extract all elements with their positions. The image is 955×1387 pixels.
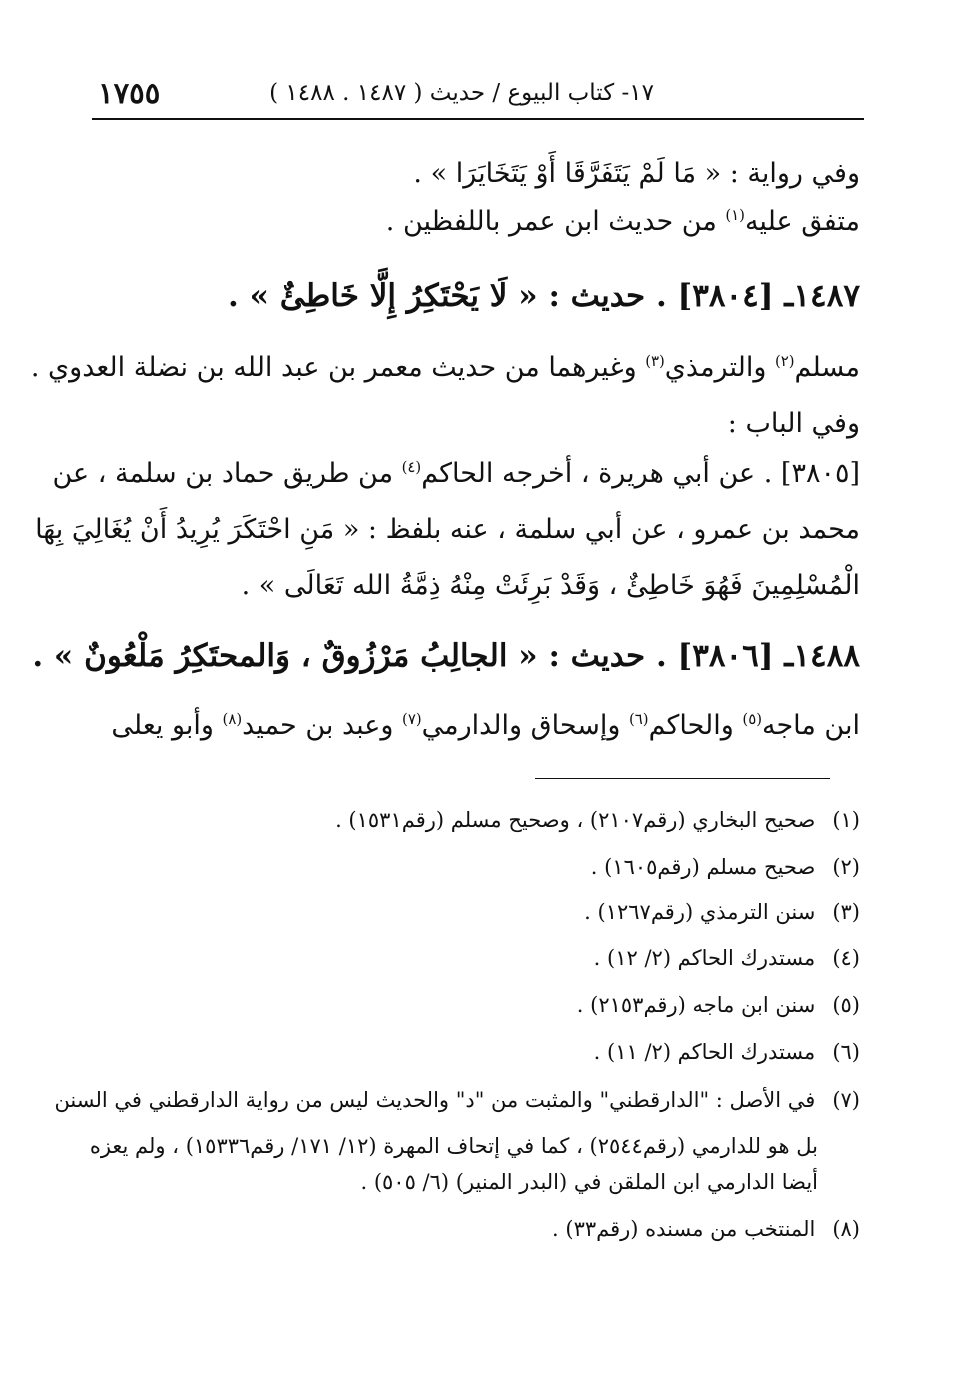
- text-line: [30, 352, 860, 384]
- text-span: وفي الباب :: [727, 408, 860, 439]
- footnote-2: [591, 855, 860, 880]
- footnote-ref: (٢): [774, 352, 795, 370]
- footnote-3: [584, 900, 860, 925]
- footnote-6: [594, 1040, 860, 1065]
- footnote-text: سنن الترمذي (رقم١٢٦٧) .: [584, 900, 816, 924]
- text-line: [90, 408, 860, 440]
- text-span: [٣٨٠٥] . عن أبي هريرة ، أخرجه الحاكم: [421, 458, 860, 489]
- footnote-ref: (٨): [222, 710, 243, 728]
- footnote-ref: (٦): [629, 710, 649, 728]
- footnote-7-continuation: أيضا الدارمي ابن الملقن في (البدر المنير) (٦/ ٥٠٥) .: [360, 1170, 818, 1194]
- text-span: محمد بن عمرو ، عن أبي سلمة ، عنه بلفظ : « مَنِ احْتَكَرَ يُرِيدُ أَنْ يُغَالِيَ بِهَا: [35, 514, 860, 545]
- text-line: [90, 570, 860, 602]
- footnote-number: (١): [832, 808, 860, 832]
- text-span: من طريق حماد بن سلمة ، عن: [52, 458, 402, 489]
- footnote-1: [335, 808, 860, 833]
- footnote-4: [594, 946, 860, 971]
- footnote-number: (٥): [832, 993, 860, 1017]
- footnote-number: (٦): [832, 1040, 860, 1064]
- text-line: [90, 158, 860, 190]
- footnote-ref: (٣): [645, 352, 665, 370]
- hadith-heading-text: ١٤٨٨ـ [٣٨٠٦] . حديث : « الجالِبُ مَرْزُوقٌ ، وَالمحتَكِرُ مَلْعُونٌ » .: [32, 638, 860, 674]
- footnote-number: (٧): [832, 1088, 860, 1112]
- footnote-text: صحيح مسلم (رقم١٦٠٥) .: [590, 855, 816, 879]
- footnote-5: [577, 993, 860, 1018]
- text-span: الْمُسْلِمِينَ فَهُوَ خَاطِئٌ ، وَقَدْ بَرِئَتْ مِنْهُ ذِمَّةُ الله تَعَالَى » .: [241, 570, 860, 601]
- footnote-ref: (٧): [402, 710, 422, 728]
- footnote-ref: (٤): [401, 458, 422, 476]
- hadith-heading-text: ١٤٨٧ـ [٣٨٠٤] . حديث : « لَا يَحْتَكِرُ إِلَّا خَاطِئٌ » .: [228, 278, 860, 314]
- page-number: ١٧٥٥: [98, 76, 161, 110]
- text-line: [90, 206, 860, 238]
- footnote-7: [54, 1088, 860, 1113]
- footnote-text: مستدرك الحاكم (٢/ ١١) .: [593, 1040, 816, 1064]
- text-line: [35, 514, 860, 546]
- text-span: والحاكم: [648, 710, 743, 741]
- text-span: وأبو يعلى: [111, 710, 223, 741]
- text-span: ابن ماجه: [761, 710, 860, 741]
- text-span: وغيرهما من حديث معمر بن عبد الله بن نضلة العدوي .: [30, 352, 646, 383]
- footnote-number: (٢): [832, 855, 860, 879]
- footnote-text: في الأصل : "الدارقطني" والمثبت من "د" والحديث ليس من رواية الدارقطني في السنن: [54, 1088, 816, 1112]
- footnote-text: المنتخب من مسنده (رقم٣٣) .: [552, 1217, 816, 1241]
- footnote-number: (٨): [832, 1217, 860, 1241]
- text-line: [52, 458, 860, 490]
- footnote-ref: (١): [725, 206, 745, 224]
- text-span: متفق عليه: [744, 206, 860, 237]
- text-span: والترمذي: [664, 352, 775, 383]
- footnote-number: (٣): [832, 900, 860, 924]
- text-line-1: وفي رواية : « مَا لَمْ يَتَفَرَّقَا أَوْ يَتَخَايَرَا » .: [413, 158, 860, 189]
- text-span: مسلم: [794, 352, 860, 383]
- text-span: وإسحاق والدارمي: [421, 710, 629, 741]
- text-span: من حديث ابن عمر باللفظين .: [385, 206, 726, 237]
- hadith-heading-1487: [90, 278, 860, 315]
- footnote-text: مستدرك الحاكم (٢/ ١٢) .: [593, 946, 816, 970]
- running-title: ١٧- كتاب البيوع / حديث ( ١٤٨٧ . ١٤٨٨ ): [269, 80, 654, 106]
- page-header: [92, 76, 864, 120]
- footnote-separator: [535, 778, 830, 779]
- footnote-ref: (٥): [742, 710, 762, 728]
- footnote-text: سنن ابن ماجه (رقم٢١٥٣) .: [576, 993, 816, 1017]
- footnote-number: (٤): [832, 946, 860, 970]
- hadith-heading-1488: [32, 638, 860, 675]
- footnote-8: [552, 1217, 860, 1242]
- footnote-7-continuation: بل هو للدارمي (رقم٢٥٤٤) ، كما في إتحاف المهرة (١٢/ ١٧١/ رقم١٥٣٣٦) ، ولم يعزه: [89, 1134, 818, 1158]
- text-line: [90, 710, 860, 742]
- footnote-text: صحيح البخاري (رقم٢١٠٧) ، وصحيح مسلم (رقم١٥٣١) .: [335, 808, 816, 832]
- text-span: وعبد بن حميد: [242, 710, 403, 741]
